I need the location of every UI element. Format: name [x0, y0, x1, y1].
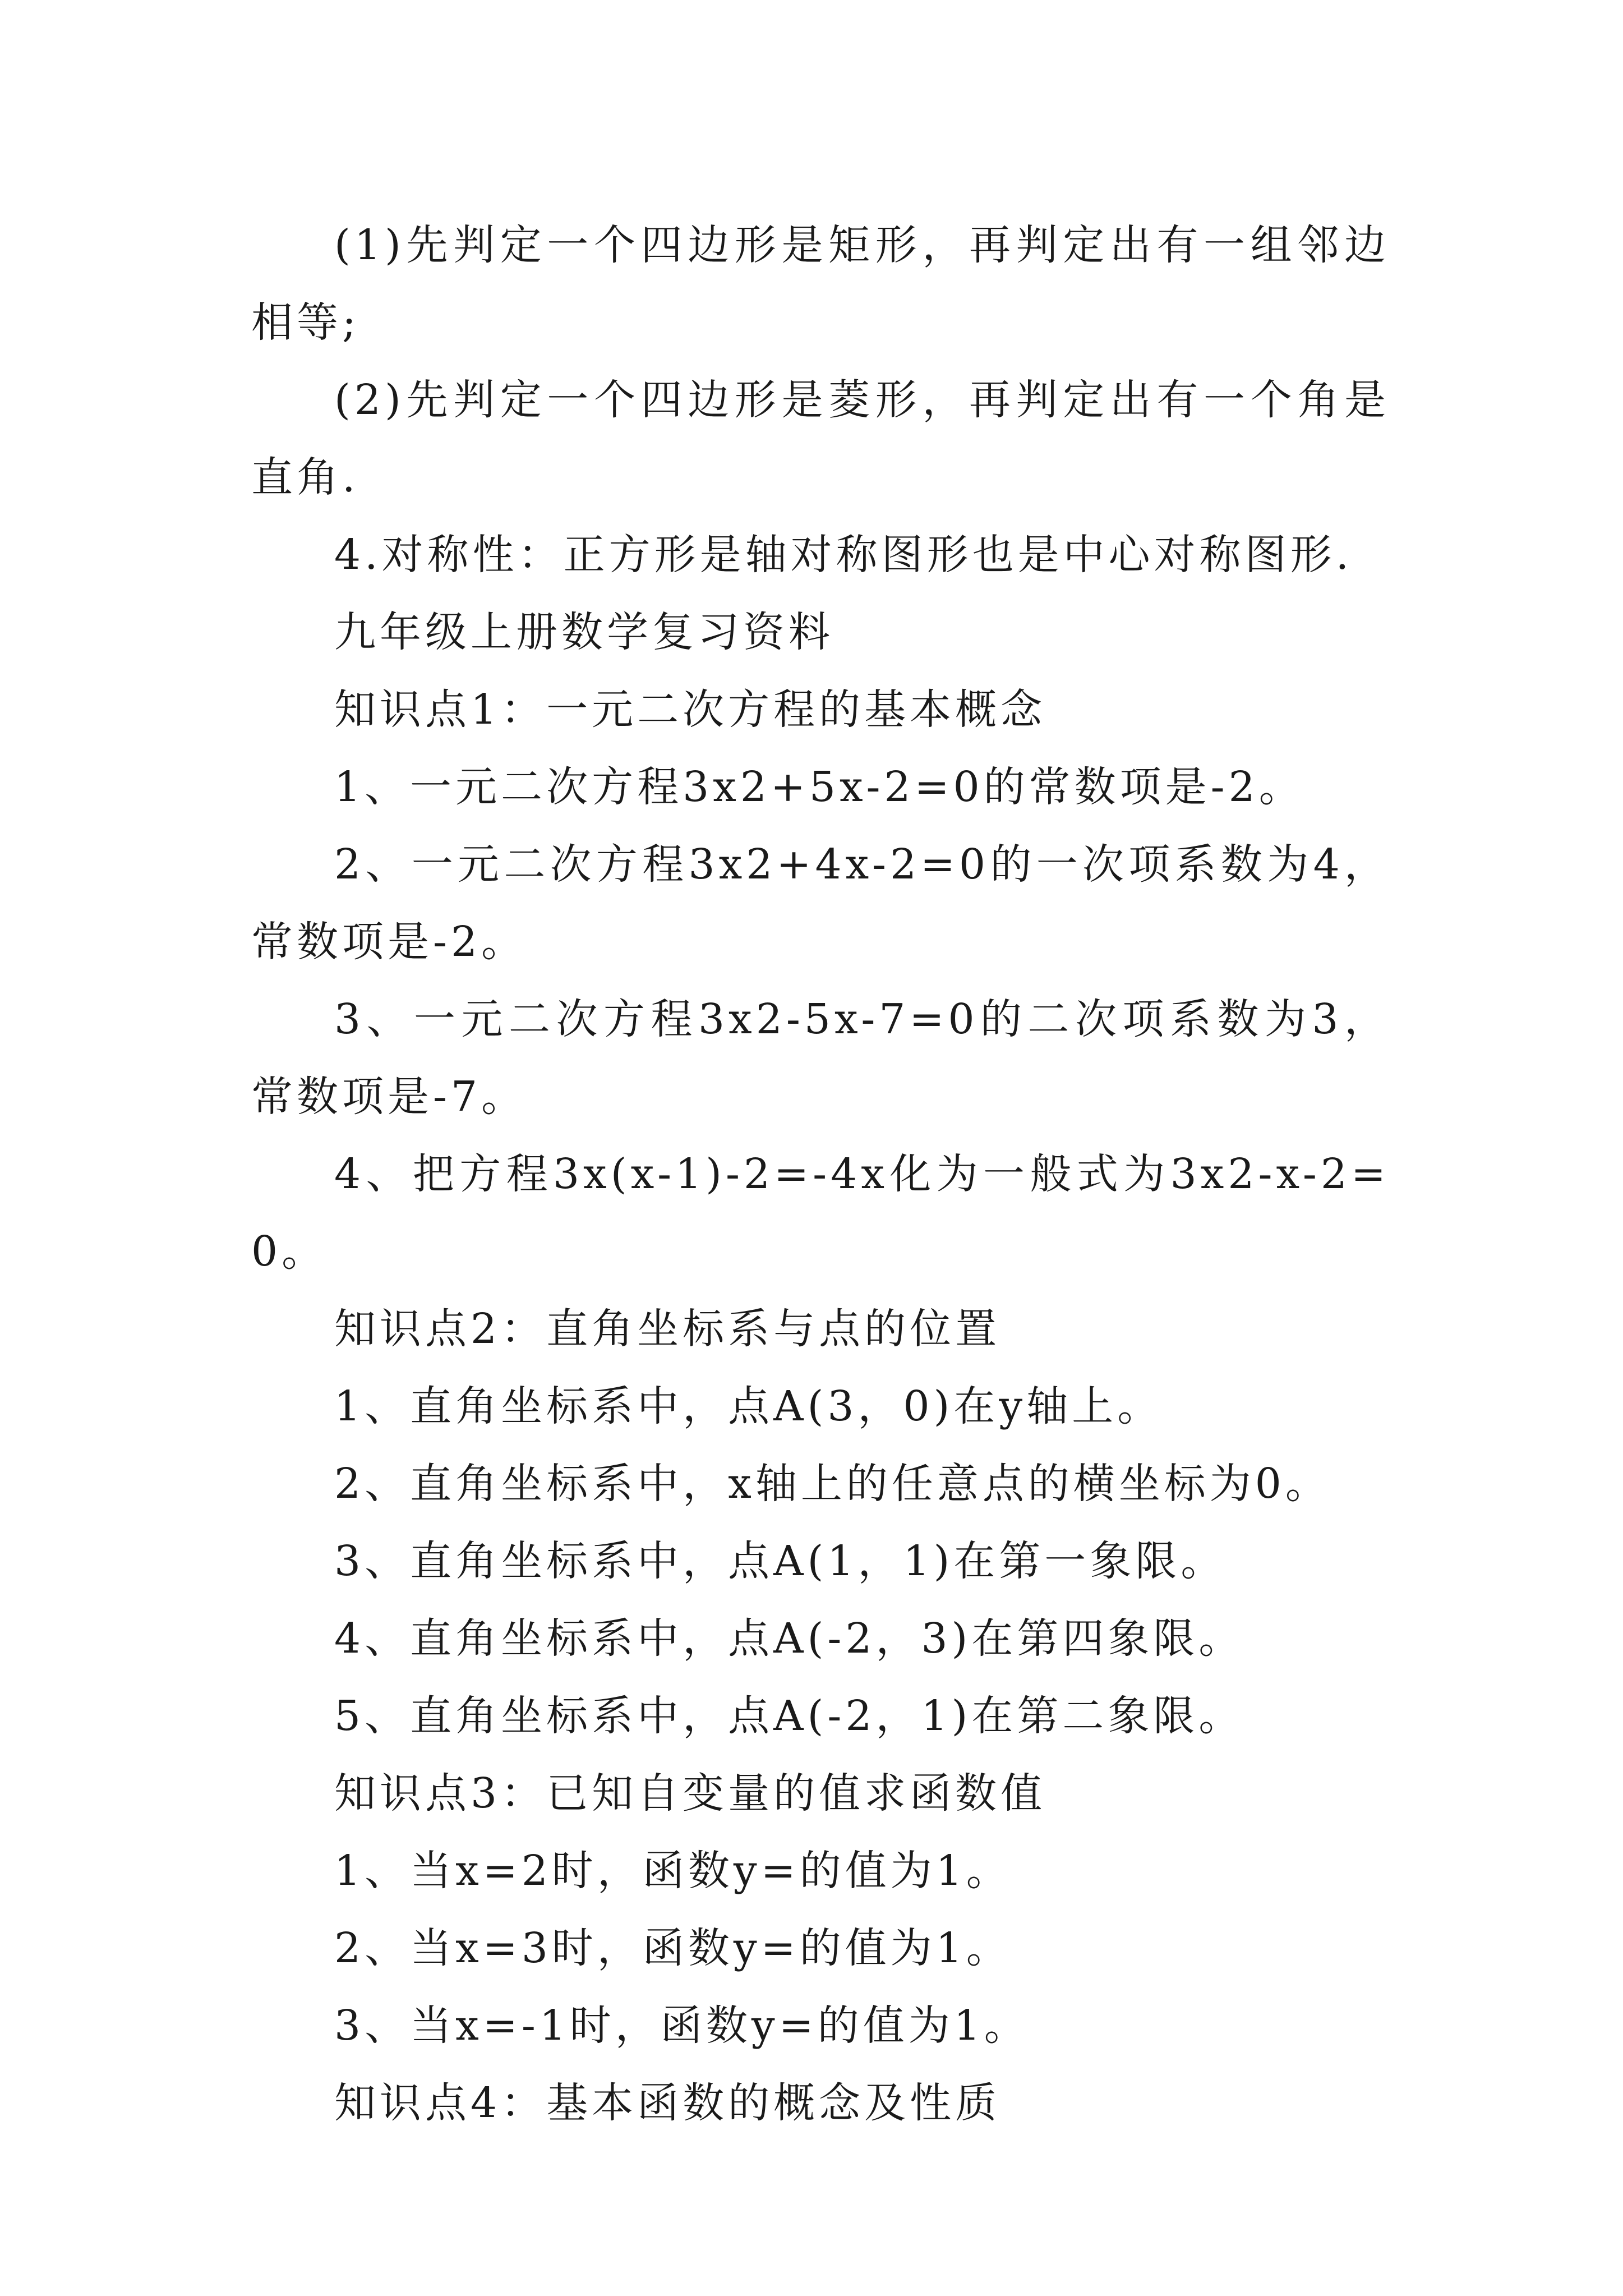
knowledge-point-2-heading: 知识点2：直角坐标系与点的位置: [334, 1305, 1001, 1353]
kp2-item-1: 1、直角坐标系中，点A(3，0)在y轴上。: [334, 1382, 1163, 1430]
kp2-item-5: 5、直角坐标系中，点A(-2，1)在第二象限。: [334, 1692, 1244, 1740]
knowledge-point-4-heading: 知识点4：基本函数的概念及性质: [334, 2079, 1001, 2127]
kp1-item-3: 3、一元二次方程3x2-5x-7=0的二次项系数为3，常数项是-7。: [251, 995, 1390, 1121]
document-body: [251, 206, 1390, 2142]
paragraph-symmetry: 4.对称性：正方形是轴对称图形也是中心对称图形.: [334, 531, 1353, 579]
kp2-item-3: 3、直角坐标系中，点A(1，1)在第一象限。: [334, 1537, 1227, 1585]
kp2-item-2: 2、直角坐标系中，x轴上的任意点的横坐标为0。: [334, 1460, 1331, 1508]
kp1-item-1: 1、一元二次方程3x2+5x-2=0的常数项是-2。: [334, 763, 1304, 811]
paragraph-judge-square-by-rhombus: (2)先判定一个四边形是菱形，再判定出有一个角是直角.: [251, 376, 1390, 501]
section-title-grade9-review: 九年级上册数学复习资料: [334, 608, 834, 656]
kp3-item-3: 3、当x=-1时，函数y=的值为1。: [334, 2001, 1030, 2050]
knowledge-point-3-heading: 知识点3：已知自变量的值求函数值: [334, 1769, 1046, 1818]
kp3-item-2: 2、当x=3时，函数y=的值为1。: [334, 1924, 1012, 1972]
kp1-item-2: 2、一元二次方程3x2+4x-2=0的一次项系数为4，常数项是-2。: [251, 840, 1390, 966]
knowledge-point-1-heading: 知识点1：一元二次方程的基本概念: [334, 685, 1046, 734]
kp2-item-4: 4、直角坐标系中，点A(-2，3)在第四象限。: [334, 1614, 1244, 1663]
paragraph-judge-square-by-rectangle: (1)先判定一个四边形是矩形，再判定出有一组邻边相等;: [251, 221, 1390, 347]
kp3-item-1: 1、当x=2时，函数y=的值为1。: [334, 1847, 1012, 1895]
kp1-item-4: 4、把方程3x(x-1)-2=-4x化为一般式为3x2-x-2=0。: [251, 1150, 1390, 1276]
